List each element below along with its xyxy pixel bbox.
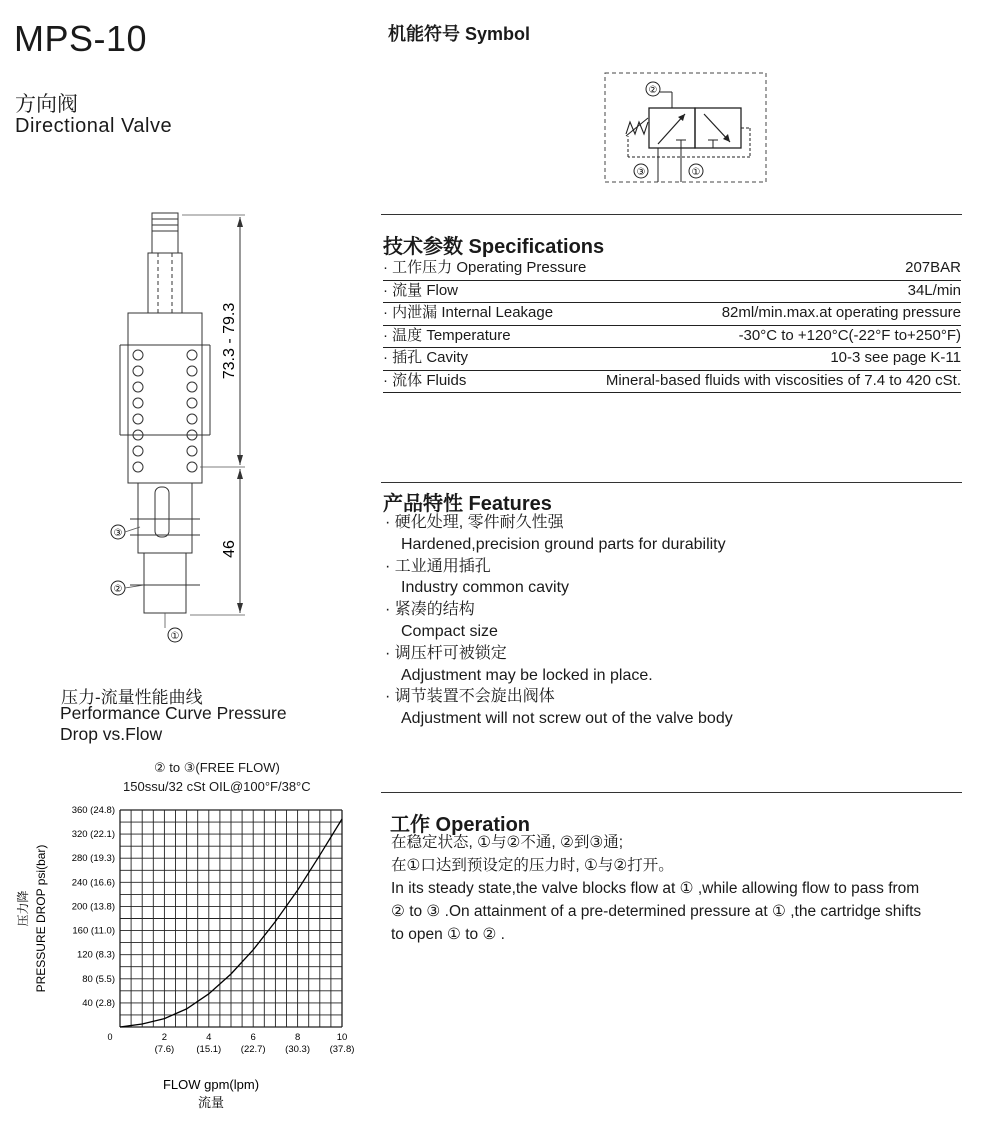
spec-row — [383, 371, 961, 394]
spec-row — [383, 281, 961, 304]
spec-row — [383, 348, 961, 371]
spec-row — [383, 303, 961, 326]
feature-cn: · 硬化处理, 零件耐久性强 — [385, 514, 564, 531]
symbol-port-2: ② — [648, 85, 658, 96]
y-tick-label: 160 (11.0) — [72, 925, 115, 937]
symbol-port-1: ① — [691, 167, 701, 178]
x-tick-sublabel: (30.3) — [285, 1044, 311, 1055]
symbol-title: 机能符号 Symbol — [388, 24, 531, 44]
y-tick-label: 280 (19.3) — [71, 853, 115, 865]
y-tick-label: 320 (22.1) — [71, 829, 115, 841]
feature-cn: · 工业通用插孔 — [385, 557, 491, 575]
product-name-en: Directional Valve — [15, 115, 173, 137]
cartridge-drawing — [100, 205, 260, 650]
y-tick-label: 40 (2.8) — [82, 997, 115, 1009]
spec-value: 82ml/min.max.at operating pressure — [721, 304, 961, 321]
feature-cn: · 调压杆可被锁定 — [385, 644, 507, 662]
feature-en: Compact size — [401, 622, 498, 640]
operation-line: 在稳定状态, ①与②不通, ②到③通; — [391, 834, 624, 851]
symbol-port-3: ③ — [636, 167, 646, 178]
chart-oil-note: 150ssu/32 cSt OIL@100°F/38°C — [123, 779, 311, 794]
product-name-cn: 方向阀 — [15, 93, 78, 116]
feature-en: Adjustment may be locked in place. — [401, 666, 653, 684]
divider — [381, 792, 962, 793]
x-tick-label: 2 — [161, 1032, 168, 1043]
spec-value: 34L/min — [907, 281, 961, 299]
divider — [381, 214, 962, 215]
x-tick-label: 4 — [206, 1032, 212, 1043]
spring-icon — [626, 122, 648, 134]
y-tick-label: 200 (13.8) — [71, 901, 115, 913]
x-tick-label: 6 — [250, 1032, 256, 1043]
x-tick-sublabel: (22.7) — [240, 1044, 266, 1055]
spec-value: Mineral-based fluids with viscosities of 7.4 to 420 cSt. — [605, 371, 961, 389]
features-list — [385, 512, 733, 730]
divider — [381, 482, 962, 483]
x-tick-label: 8 — [294, 1032, 301, 1043]
y-tick-label: 120 (8.3) — [76, 949, 115, 961]
origin-label: 0 — [107, 1032, 113, 1042]
y-tick-label: 80 (5.5) — [82, 973, 115, 985]
spec-row — [383, 326, 961, 349]
spec-value: 10-3 see page K-11 — [830, 349, 961, 366]
feature-cn: · 调节装置不会旋出阀体 — [385, 688, 555, 706]
symbol-box-right — [695, 108, 741, 148]
y-axis-label: PRESSURE DROP psi(bar) — [34, 844, 48, 993]
operation-line: In its steady state,the valve blocks flow at ① ,while allowing flow to pass from — [391, 880, 920, 897]
y-tick-label: 360 (24.8) — [71, 805, 115, 816]
spec-label: · 流量 Flow — [383, 281, 459, 299]
spec-value: -30°C to +120°C(-22°F to+250°F) — [738, 326, 961, 344]
chart-subtitle: ② to ③(FREE FLOW) — [154, 760, 280, 775]
feature-en: Industry common cavity — [401, 579, 570, 597]
specs-title: 技术参数 Specifications — [383, 236, 605, 258]
specs-table — [383, 258, 961, 393]
y-axis-label-cn: 压力降 — [16, 890, 30, 927]
drawing-port-1: ① — [170, 631, 180, 642]
operation-text — [391, 831, 981, 946]
spec-label: · 插孔 Cavity — [383, 349, 469, 366]
x-axis-label-cn: 流量 — [197, 1095, 225, 1110]
perf-title-en: Performance Curve Pressure — [60, 703, 287, 723]
x-tick-label: 10 — [336, 1032, 348, 1043]
operation-line: to open ① to ② . — [391, 926, 505, 943]
drawing-port-3: ③ — [113, 528, 123, 539]
drawing-port-2: ② — [113, 584, 123, 595]
dim-lower-label: 46 — [221, 540, 238, 558]
operation-title: 工作 Operation — [390, 814, 531, 836]
spec-label: · 工作压力 Operating Pressure — [383, 259, 587, 276]
hydraulic-symbol — [600, 70, 770, 186]
operation-line: 在①口达到预设定的压力时, ①与②打开。 — [391, 857, 674, 874]
y-tick-label: 240 (16.6) — [71, 877, 115, 889]
feature-en: Adjustment will not screw out of the valve body — [401, 710, 733, 728]
spec-row — [383, 258, 961, 281]
operation-line: ② to ③ .On attainment of a pre-determined pressure at ① ,the cartridge shifts — [391, 903, 922, 920]
feature-cn: · 紧凑的结构 — [385, 601, 475, 619]
dim-upper-label: 73.3 - 79.3 — [221, 302, 238, 380]
feature-en: Hardened,precision ground parts for durability — [401, 535, 726, 553]
x-tick-sublabel: (37.8) — [329, 1044, 355, 1055]
features-title: 产品特性 Features — [383, 493, 552, 515]
x-axis-label: FLOW gpm(lpm) — [162, 1077, 260, 1092]
spec-value: 207BAR — [905, 259, 961, 276]
spec-label: · 温度 Temperature — [383, 326, 511, 344]
spec-label: · 流体 Fluids — [383, 371, 467, 389]
perf-title-en-2: Drop vs.Flow — [60, 724, 163, 744]
perf-title-cn: 压力-流量性能曲线 — [61, 688, 203, 707]
spec-label: · 内泄漏 Internal Leakage — [383, 304, 554, 321]
x-tick-sublabel: (7.6) — [154, 1044, 175, 1055]
page-title: MPS-10 — [14, 18, 148, 59]
x-tick-sublabel: (15.1) — [196, 1044, 222, 1055]
performance-chart — [0, 795, 370, 1115]
